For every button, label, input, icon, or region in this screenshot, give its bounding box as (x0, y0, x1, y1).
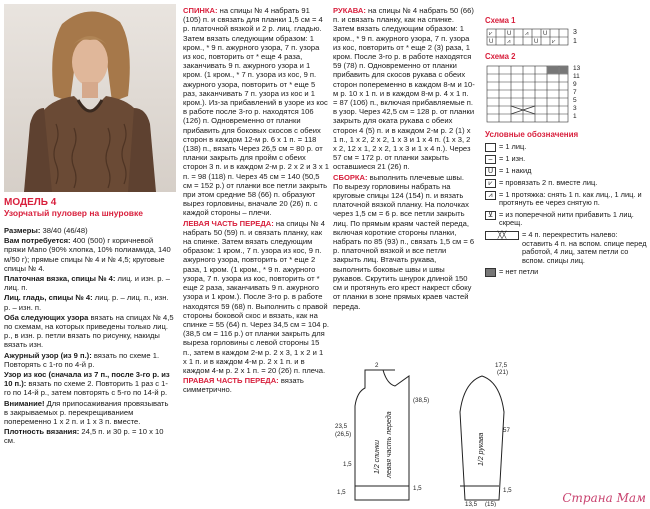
legend-item: = 1 лиц. (485, 143, 647, 152)
pattern-label: 13,5 (465, 501, 478, 507)
svg-text:⩘: ⩘ (525, 31, 529, 38)
legend-item: – = 1 изн. (485, 155, 647, 164)
pattern-label: 17,5 (495, 362, 508, 369)
front-piece-label: левая часть переда (386, 411, 393, 478)
scheme-1-title: Схема 1 (485, 16, 516, 25)
paragraph: Вам потребуется: 400 (500) г коричневой пряжи Mano (90% хлопка, 10% полиамида, 140 м/50 г); прямые спицы № 4 и № 4,5; круговые спицы № 4. (4, 236, 171, 273)
scheme-1-chart (485, 27, 647, 47)
pattern-label: 1,5 (413, 485, 422, 492)
scheme-2-row-label: 9 (573, 81, 577, 89)
pattern-label: 2 (375, 362, 379, 369)
paragraph: СБОРКА: выполнить плечевые швы. По вырезу горловины набрать на круговые спицы 124 (154) п. и вязать платочной вязкой планку. На полочках через 1,5 см = 6 р. все петли закрыть лиц. По прямым краям частей переда, включая короткие стороны планки, набрать по 85 (93) п., связать 1,5 см = 6 р. платочной вязкой и все петли закрыть лиц. Втачать рукава, выполнить боковые швы и швы рукавов. Скрутить шнурок длиной 150 см и протянуть его крест накрест сбоку от планки в зоне прямых краев частей переда. (333, 172, 475, 311)
pattern-diagram (335, 362, 545, 507)
sleeve-piece-label: 1/2 рукава (478, 432, 485, 466)
watermark: Страна Мам (562, 491, 646, 505)
legend-item: = нет петли (485, 268, 647, 277)
instructions-column-1 (183, 6, 329, 486)
materials-column (4, 226, 174, 506)
scheme-1-row-label: 3 (573, 29, 577, 37)
instructions-column-2 (333, 6, 475, 386)
svg-text:U: U (507, 31, 512, 38)
paragraph: РУКАВА: на спицы № 4 набрать 50 (66) п. и связать планку, как на спинке. Затем вязать следующим образом: 1 кром., * 9 п. ажурного узора, 7 п. узора из кос, повторить от * еще 2 (3) раза, 1 кром. После 3-го р. в работе находятся 59 (78) п. Одновременно от планки прибавить для скосов рукава с обеих сторон попеременно в каждом 8-м и 10-м р. 10 х 1 п. и в каждом 8-м р. 4 х 1 п. = 87 (106) п., включая прибавляемые п. в узор. Через 42,5 см = 128 р. от планки закрыть для оката рукава с обеих сторон 4 (5) п. и в каждом 2-м р. 2 (1) х 1 п., 1 х 2, 2 х 2, 1 х 3 и 1 х 4 п. (1 х 3, 2 х 2, 12 х 1, 2 х 2, 1 х 3 и 1 х 4 п.). Через 57 см = 172 р. от планки закрыть оставшиеся 21 (26) п. (333, 6, 475, 172)
paragraph: Размеры: 38/40 (46/48) (4, 226, 88, 235)
svg-text:U: U (489, 39, 494, 46)
model-photo (4, 4, 176, 192)
scheme-2-chart (485, 64, 647, 124)
paragraph: ПРАВАЯ ЧАСТЬ ПЕРЕДА: вязать симметрично. (183, 376, 304, 395)
pattern-label: 1,5 (337, 489, 346, 496)
schemes-column (485, 16, 647, 346)
svg-text:⩗: ⩗ (552, 39, 556, 46)
back-piece-label: 1/2 спинки (374, 440, 381, 474)
paragraph: Лиц. гладь, спицы № 4: лиц. р. – лиц. п., изн. р. – изн. п. (4, 293, 169, 312)
paragraph: Узор из кос (сначала из 7 п., после 3-го р. из 10 п.): вязать по схеме 2. Повторить 1 раз с 1-го по 14-й р., затем повторять с 5-го по 14-й р. (4, 370, 170, 398)
paragraph: ЛЕВАЯ ЧАСТЬ ПЕРЕДА: на спицы № 4 набрать 50 (59) п. и связать планку, как на спинке. Затем вязать следующим образом: 1 кром., 7 п. узора из кос, 9 п. ажурного узора, повторить от * еще 2 раза, 1 кром. (1 кром., * 9 п. ажурного узора, 7 п. узора из кос, повторить от * еще 2 раза, заканчивать 9 п. ажурного узора и 1 кром.). После 3-го р. в работе находятся 59 (68) п. Выполнить с правой стороны боковой скос и вязать, как на спинке = 55 (64) п. Через 34,5 см = 104 р. (38,5 см = 116 р.) от планки закрыть для выреза горловины с левой стороны 15 п., затем в каждом 2-м р. 2 х 3, 1 х 2 и 1 х 1 п. и в каждом 4-м р. 2 х 1 п. и в каждом 4-м р. 2 х 1 п. = 20 (26) п. плеча. (183, 218, 329, 375)
pattern-label: 1,5 (343, 461, 352, 468)
svg-text:U: U (543, 31, 548, 38)
paragraph: Платочная вязка, спицы № 4: лиц. и изн. р. – лиц. п. (4, 274, 170, 293)
pattern-label: (21) (497, 369, 509, 376)
pattern-label: 57 (503, 427, 510, 434)
pattern-label: (15) (485, 501, 497, 507)
legend-item: U = 1 накид (485, 167, 647, 176)
scheme-2-row-label: 13 (573, 65, 581, 73)
pattern-label: 23,5 (335, 423, 348, 430)
model-heading (4, 197, 176, 218)
scheme-1-row-label: 1 (573, 38, 577, 46)
scheme-2-row-label: 1 (573, 113, 577, 121)
scheme-2-row-label: 7 (573, 89, 577, 97)
paragraph: Плотность вязания: 24,5 п. и 30 р. = 10 х 10 см. (4, 427, 164, 446)
scheme-2-row-label: 3 (573, 105, 577, 113)
paragraph: Ажурный узор (из 9 п.): вязать по схеме 1. Повторять с 1-го по 4-й р. (4, 350, 160, 369)
legend-item: ⊻ = из поперечной нити прибавить 1 лиц. скрещ. (485, 211, 647, 228)
scheme-2-row-label: 5 (573, 97, 577, 105)
legend-title: Условные обозначения (485, 130, 579, 140)
paragraph: Внимание! Для припосаживания провязывать в закрываемых р. перекрещиванием попеременно 1 х 2 п. и 1 х 3 п. вместе. (4, 398, 169, 427)
scheme-2-row-label: 11 (573, 73, 580, 81)
legend-item: ⩗ = провязать 2 п. вместе лиц. (485, 179, 647, 188)
paragraph: СПИНКА: на спицы № 4 набрать 91 (105) п. и связать для планки 1,5 см = 4 р. платочной вязкой и 2 р. лиц. гладью. Затем вязать следующим образом: 1 кром., * 9 п. ажурного узора, 7 п. узора из кос, повторить от * еще 4 раза, заканчивать 9 п. ажурного узора и 1 кром. (1 кром., * 7 п. узора из кос, 9 п. ажурного узора, повторить от * еще 5 раз, заканчивать 7 п. узора из кос и 1 кром.). Из-за прибавлений в узоре из кос в работе после 3-го р. находятся 106 (126) п. Одновременно от планки прибавить для боковых скосов с обеих сторон в каждом 12-м р. 6 х 1 п. = 118 (138) п., вязать Через 26,5 см = 80 р. от планки закрыть для пройм с обеих сторон 3 п. и в каждом 2-м р. 2 х 2 и 3 х 1 п. = 98 (118) п. Через 45 см = 140 (50,5 см = 152 р.) от планки все петли закрыть при этом средние 58 (66) п. образуют вырез горловины, вначале 20 (26) п. с каждой стороны – плечи. (183, 6, 329, 218)
svg-text:⩗: ⩗ (489, 31, 493, 38)
pattern-label: 1,5 (503, 487, 512, 494)
pattern-label: (38,5) (413, 397, 430, 404)
legend-item: ╳╳ = 4 п. перекрестить налево: оставить 4 п. на вспом. спице перед работой, 4 лиц, затем петли со вспом. спицы лиц. (485, 231, 647, 265)
scheme-2-title: Схема 2 (485, 52, 516, 62)
model-subtitle: Узорчатый пуловер на шнуровке (4, 208, 143, 218)
svg-text:U: U (534, 39, 539, 46)
paragraph: Оба следующих узора вязать на спицах № 4,5 по схемам, на которых приведены только лиц. р., в изн. р. петли вязать по рисунку, накиды вязать изн. (4, 312, 174, 350)
svg-text:⩘: ⩘ (507, 39, 511, 46)
pattern-label: (26,5) (335, 431, 352, 438)
legend-item: ⩘ = 1 протяжка: снять 1 п. как лиц., 1 лиц. и протянуть ее через снятую п. (485, 191, 647, 208)
model-title: МОДЕЛЬ 4 (4, 197, 57, 208)
